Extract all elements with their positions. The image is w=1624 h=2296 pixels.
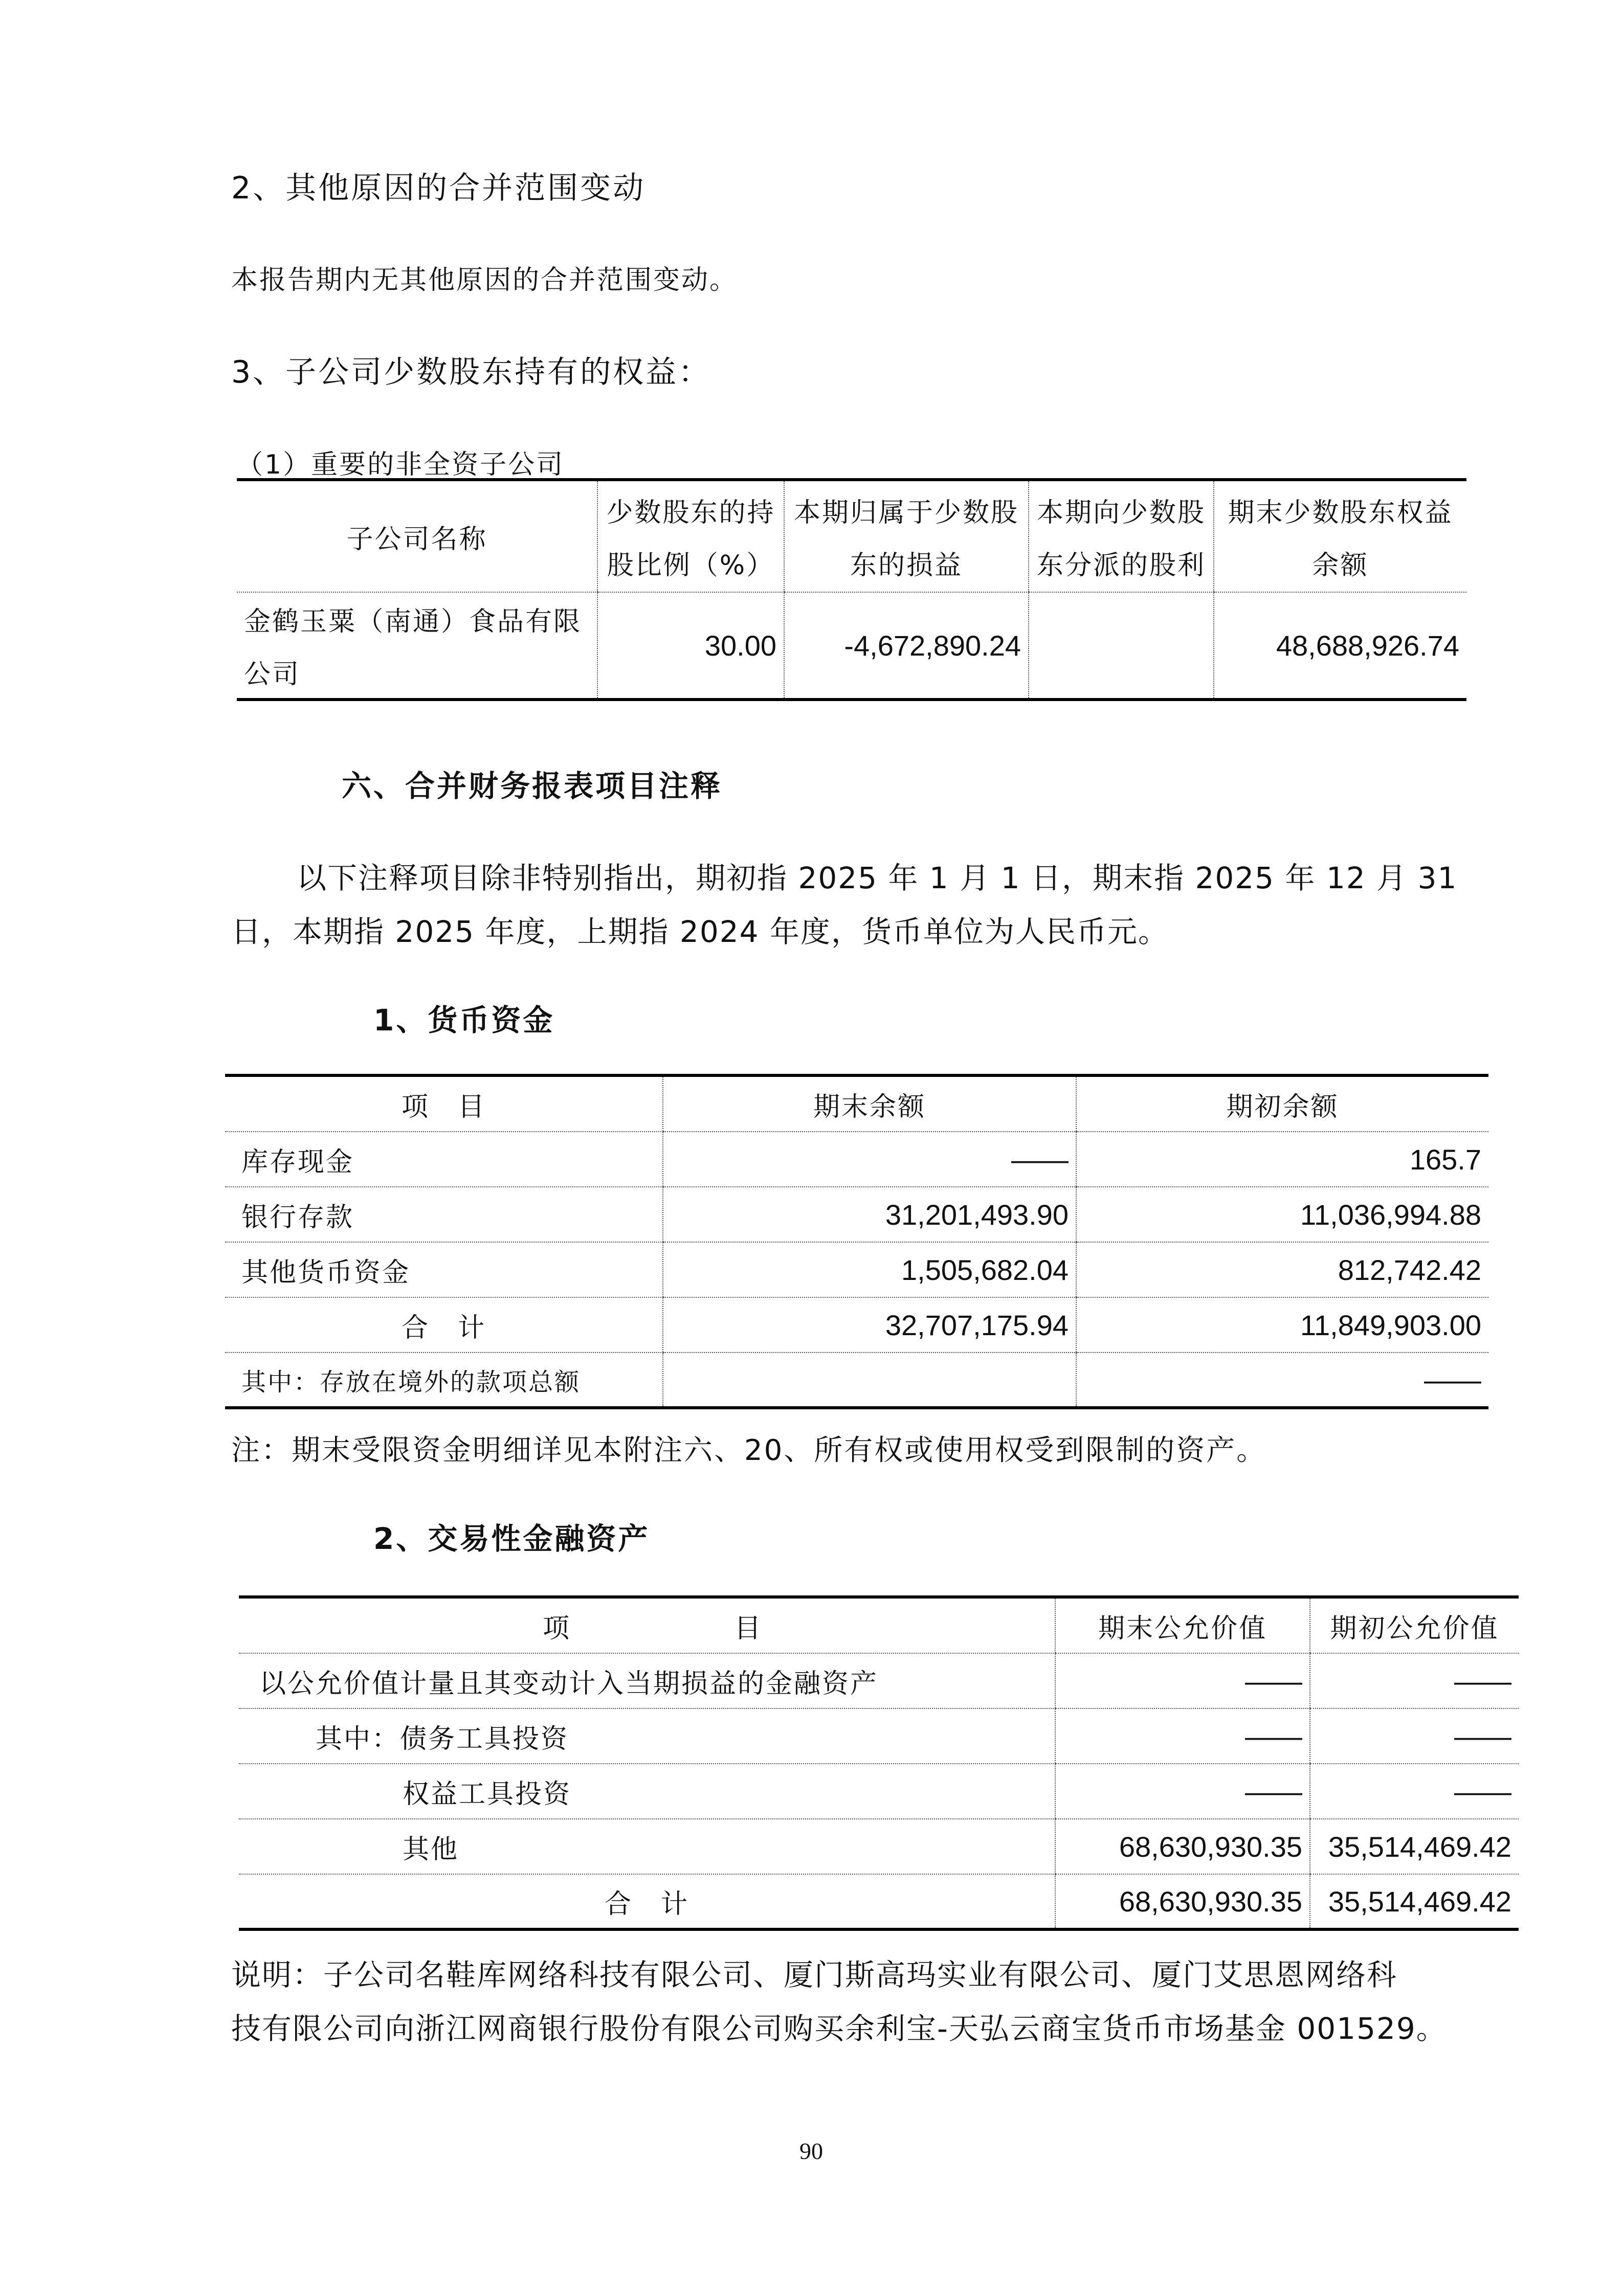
table-row [237, 592, 1466, 700]
header-minority-profit-line1: 本期归属于少数股 [793, 498, 1019, 528]
cash-item: 其他货币资金 [225, 1242, 663, 1297]
cash-begin: 165.7 [1076, 1132, 1488, 1187]
page-number: 90 [799, 2138, 823, 2164]
cell-minority-dividend [1029, 592, 1214, 700]
table-row [225, 1132, 1488, 1187]
trading-item-total: 合 计 [239, 1874, 1055, 1929]
cash-item: 银行存款 [225, 1187, 663, 1242]
notes-para-line2: 日，本期指 2025 年度，上期指 2024 年度，货币单位为人民币元。 [231, 914, 1169, 949]
trading-header-item-b: 目 [734, 1613, 763, 1644]
cash-end [663, 1353, 1076, 1408]
trading-begin: —— [1310, 1764, 1519, 1819]
trading-heading: 2、交易性金融资产 [373, 1521, 650, 1556]
cell-minority-equity: 48,688,926.74 [1214, 592, 1466, 700]
cash-heading: 1、货币资金 [373, 1003, 555, 1038]
cash-note: 注：期末受限资金明细详见本附注六、20、所有权或使用权受到限制的资产。 [231, 1434, 1267, 1467]
header-minority-equity [1214, 480, 1466, 592]
cash-begin: —— [1076, 1353, 1488, 1408]
subsection-heading-non-wholly-owned: （1）重要的非全资子公司 [236, 449, 565, 480]
header-subsidiary-name: 子公司名称 [237, 480, 597, 592]
header-minority-profit-line2: 东的损益 [850, 550, 963, 581]
trading-note-line2: 技有限公司向浙江网商银行股份有限公司购买余利宝-天弘云商宝货币市场基金 001529。 [231, 2011, 1447, 2046]
cash-end-total: 32,707,175.94 [663, 1297, 1076, 1353]
header-minority-ratio [597, 480, 784, 592]
table-row-total [239, 1874, 1519, 1929]
section-heading-notes: 六、合并财务报表项目注释 [342, 769, 723, 803]
cash-end: 31,201,493.90 [663, 1187, 1076, 1242]
cash-begin-total: 11,849,903.00 [1076, 1297, 1488, 1353]
header-minority-dividend-line2: 东分派的股利 [1036, 550, 1206, 581]
table-row [225, 1242, 1488, 1297]
header-minority-ratio-line1: 少数股东的持 [606, 498, 775, 528]
trading-end: —— [1055, 1764, 1310, 1819]
cell-subsidiary-name-line1: 金鹤玉粟（南通）食品有限 [244, 606, 582, 637]
trading-item: 权益工具投资 [239, 1764, 1055, 1819]
section-heading-minority: 3、子公司少数股东持有的权益： [231, 354, 711, 390]
table-row [239, 1819, 1519, 1874]
cell-minority-profit: -4,672,890.24 [784, 592, 1029, 700]
table-row [239, 1653, 1519, 1708]
table-row [239, 1708, 1519, 1764]
trading-begin: —— [1310, 1708, 1519, 1764]
cash-item: 其中：存放在境外的款项总额 [225, 1353, 663, 1408]
table-row [225, 1353, 1488, 1408]
trading-header-item-a: 项 [543, 1613, 571, 1644]
trading-assets-table [239, 1595, 1519, 1931]
notes-para-line1: 以下注释项目除非特别指出，期初指 2025 年 1 月 1 日，期末指 2025 年 12 月 31 [297, 861, 1458, 895]
cell-subsidiary-name [237, 592, 597, 700]
cash-begin: 11,036,994.88 [1076, 1187, 1488, 1242]
header-minority-equity-line1: 期末少数股东权益 [1228, 498, 1453, 528]
minority-interest-table [237, 478, 1466, 701]
cash-header-end: 期末余额 [663, 1075, 1076, 1132]
cash-end: 1,505,682.04 [663, 1242, 1076, 1297]
trading-header-item [239, 1597, 1055, 1653]
cell-subsidiary-name-line2: 公司 [244, 659, 301, 690]
trading-header-begin: 期初公允价值 [1310, 1597, 1519, 1653]
header-minority-dividend-line1: 本期向少数股 [1036, 498, 1206, 528]
cash-end: —— [663, 1132, 1076, 1187]
section-text-other-changes: 本报告期内无其他原因的合并范围变动。 [231, 265, 738, 296]
trading-end: 68,630,930.35 [1055, 1819, 1310, 1874]
trading-begin: 35,514,469.42 [1310, 1819, 1519, 1874]
trading-item: 以公允价值计量且其变动计入当期损益的金融资产 [239, 1653, 1055, 1708]
header-minority-ratio-line2: 股比例（%） [607, 550, 775, 581]
cash-header-item: 项 目 [225, 1075, 663, 1132]
cell-minority-ratio: 30.00 [597, 592, 784, 700]
cash-item: 库存现金 [225, 1132, 663, 1187]
trading-begin-total: 35,514,469.42 [1310, 1874, 1519, 1929]
trading-end: —— [1055, 1708, 1310, 1764]
trading-begin: —— [1310, 1653, 1519, 1708]
trading-note-line1: 说明：子公司名鞋库网络科技有限公司、厦门斯高玛实业有限公司、厦门艾思恩网络科 [231, 1957, 1398, 1992]
header-minority-equity-line2: 余额 [1312, 550, 1369, 581]
header-minority-dividend [1029, 480, 1214, 592]
trading-end: —— [1055, 1653, 1310, 1708]
cash-begin: 812,742.42 [1076, 1242, 1488, 1297]
table-row [225, 1187, 1488, 1242]
trading-end-total: 68,630,930.35 [1055, 1874, 1310, 1929]
trading-item: 其中：债务工具投资 [239, 1708, 1055, 1764]
cash-header-begin: 期初余额 [1076, 1075, 1488, 1132]
trading-header-end: 期末公允价值 [1055, 1597, 1310, 1653]
cash-item-total: 合 计 [225, 1297, 663, 1353]
table-row-total [225, 1297, 1488, 1353]
table-row [239, 1764, 1519, 1819]
trading-item: 其他 [239, 1819, 1055, 1874]
section-heading-other-changes: 2、其他原因的合并范围变动 [231, 170, 646, 206]
cash-table [225, 1074, 1488, 1409]
header-minority-profit [784, 480, 1029, 592]
